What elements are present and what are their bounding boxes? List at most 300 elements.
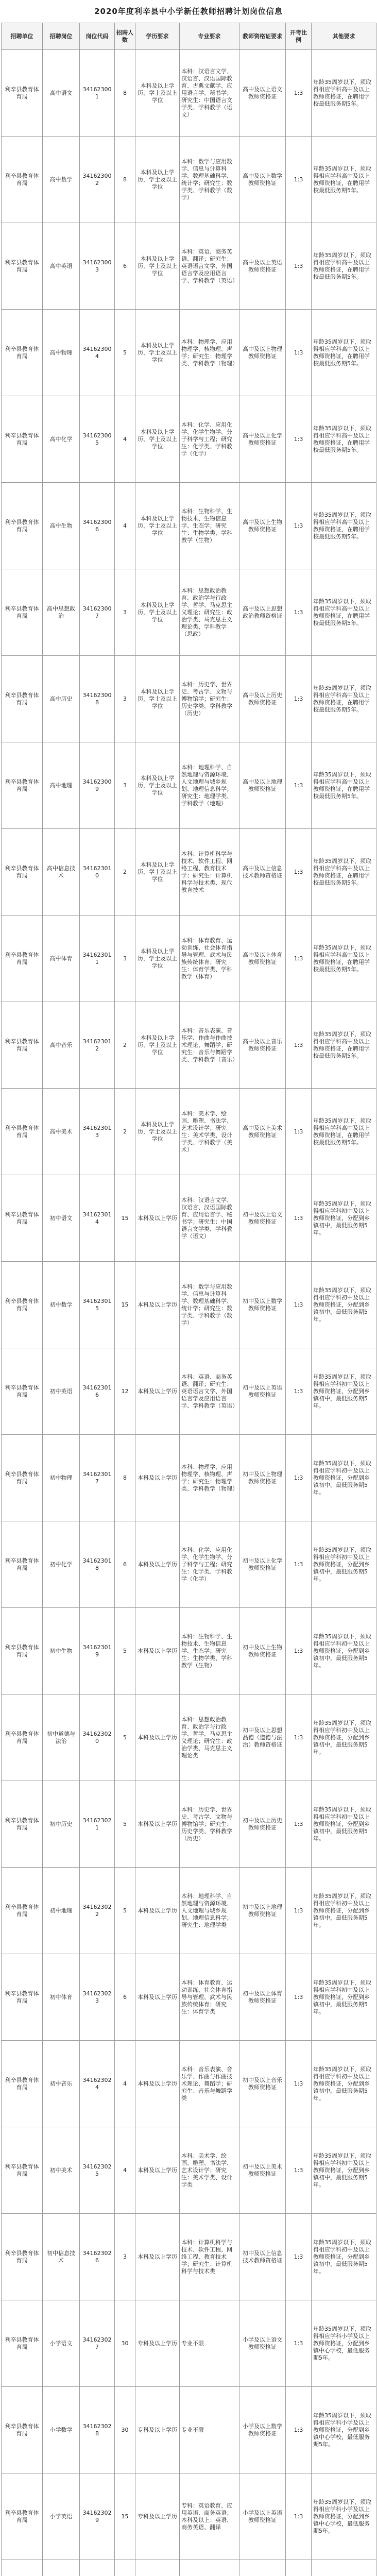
table-row bbox=[2, 1262, 376, 1348]
cell-major: 本科：思想政治教育、政治学与行政学、哲学、马克思主义理论；研究生：政治学类、马克思主义理论类、学科教学（思政） bbox=[180, 569, 239, 656]
cell-code: 341623007 bbox=[80, 569, 115, 656]
cell-ratio: 1:3 bbox=[286, 483, 312, 569]
cell-code: 341623002 bbox=[80, 137, 115, 223]
cell-ratio: 1:3 bbox=[286, 1002, 312, 1089]
cell-post: 初中数学 bbox=[43, 1262, 80, 1348]
cell-code: 341623025 bbox=[80, 2127, 115, 2214]
cell-code: 341623029 bbox=[80, 2473, 115, 2560]
page-title: 2020年度利辛县中小学新任教师招聘计划岗位信息 bbox=[94, 7, 283, 16]
cell-education: 本科及以上学历，学士及以上学位 bbox=[135, 1089, 180, 1175]
cell-count: 3 bbox=[115, 569, 135, 656]
cell-major: 专业不限 bbox=[180, 2387, 239, 2473]
cell-unit: 利辛县教育体育局 bbox=[2, 1002, 43, 1089]
cell-cert: 高中及以上历史教师资格证 bbox=[239, 656, 286, 742]
cell-education: 本科及以上学历，学士及以上学位 bbox=[135, 1002, 180, 1089]
cell-other: 年龄35周岁以下，须取得相应学科初中及以上教师资格证，分配到乡镇初中，最低服务期5年。 bbox=[312, 1262, 376, 1348]
cell-cert: 初中及以上语文教师资格证 bbox=[239, 1175, 286, 1262]
cell-cert: 高中及以上生物教师资格证 bbox=[239, 483, 286, 569]
cell-cert: 高中及以上体育教师资格证 bbox=[239, 916, 286, 1002]
cell-other: 年龄35周岁以下，须取得相应学科初中及以上教师资格证，分配到乡镇初中，最低服务期5年。 bbox=[312, 2127, 376, 2214]
cell-other: 年龄35周岁以下，须取得相应学科初中及以上教师资格证，分配到乡镇初中，最低服务期5年。 bbox=[312, 1175, 376, 1262]
cell-cert: 小学及以上语文教师资格证 bbox=[239, 2300, 286, 2387]
cell-major: 本科：地理科学、自然地理与资源环境、人文地理与城乡规划、地理信息科学；研究生：地理学类、学科教学（地理） bbox=[180, 742, 239, 829]
cell-post: 高中语文 bbox=[43, 50, 80, 137]
cell-unit: 利辛县教育体育局 bbox=[2, 1608, 43, 1694]
cell-other: 年龄35周岁以下，须取得相应学科高中及以上教师资格证，在聘用学校最低服务期5年。 bbox=[312, 310, 376, 396]
cell-post: 高中音乐 bbox=[43, 1002, 80, 1089]
cell-ratio: 1:3 bbox=[286, 223, 312, 310]
cell-other: 年龄35周岁以下，须取得相应学科高中及以上教师资格证，在聘用学校最低服务期5年。 bbox=[312, 137, 376, 223]
cell-cert: 初中及以上生物教师资格证 bbox=[239, 1608, 286, 1694]
cell-major: 本科：数学与应用数学、信息与计算科学、数理基础科学、统计学；研究生：数学类、学科教学（数学） bbox=[180, 1262, 239, 1348]
cell-post: 高中历史 bbox=[43, 656, 80, 742]
cell-code: 341623011 bbox=[80, 916, 115, 1002]
cell-code: 341623012 bbox=[80, 1002, 115, 1089]
table-row bbox=[2, 1089, 376, 1175]
cell-education: 本科及以上学历 bbox=[135, 2127, 180, 2214]
table-row bbox=[2, 1781, 376, 1868]
cell-count: 3 bbox=[115, 2214, 135, 2300]
cell-major: 专科：英语教育、应用英语、商务英语；本科及以上：英语、商务英语、翻译 bbox=[180, 2473, 239, 2560]
cell-major: 本科：英语、商务英语、翻译；研究生：英语语言文学、外国语言学及应用语言学、学科教学（英语） bbox=[180, 223, 239, 310]
cell-other: 年龄35周岁以下，须取得相应学科初中及以上教师资格证，分配到乡镇初中，最低服务期5年。 bbox=[312, 1608, 376, 1694]
cell-major: 本科：生物科学、生物技术、生物信息学、生态学；研究生：生物学类、学科教学（生物） bbox=[180, 1608, 239, 1694]
cell-count: 4 bbox=[115, 2041, 135, 2127]
table-row bbox=[2, 396, 376, 483]
cell-cert: 小学及以上数学教师资格证 bbox=[239, 2387, 286, 2473]
cell-unit bbox=[2, 2560, 43, 2576]
cell-major: 本科：地理科学、自然地理与资源环境、人文地理与城乡规划、地理信息科学；研究生：地理学类 bbox=[180, 1868, 239, 1954]
table-row bbox=[2, 137, 376, 223]
cell-unit: 利辛县教育体育局 bbox=[2, 1868, 43, 1954]
cell-major: 本科：音乐表演、音乐学、作曲与作曲技术理论、舞蹈学；研究生：音乐与舞蹈学类 bbox=[180, 2041, 239, 2127]
cell-ratio: 1:3 bbox=[286, 1521, 312, 1608]
cell-post: 高中化学 bbox=[43, 396, 80, 483]
cell-major: 本科：物理学、应用物理学、核物理、声学；研究生：物理学类、学科教学（物理） bbox=[180, 310, 239, 396]
cell-count: 6 bbox=[115, 1954, 135, 2041]
cell-cert: 初中及以上体育教师资格证 bbox=[239, 1954, 286, 2041]
cell-cert: 初中及以上英语教师资格证 bbox=[239, 1348, 286, 1435]
cell-code: 341623017 bbox=[80, 1435, 115, 1521]
cell-ratio: 1:3 bbox=[286, 310, 312, 396]
cell-post: 初中化学 bbox=[43, 1521, 80, 1608]
cell-post: 高中数学 bbox=[43, 137, 80, 223]
cell-education: 本科及以上学历，学士及以上学位 bbox=[135, 829, 180, 916]
header-ratio: 开考比例 bbox=[286, 23, 312, 50]
cell-other: 年龄35周岁以下，须取得相应学科小学及以上教师资格证，分配到乡镇中心学校，最低服务期5年。 bbox=[312, 2473, 376, 2560]
cell-unit: 利辛县教育体育局 bbox=[2, 829, 43, 916]
cell-code: 341623009 bbox=[80, 742, 115, 829]
cell-major: 本科：美术学、绘画、雕塑、书法学、艺术设计学；研究生：美术学类、设计学类、学科教学（美术） bbox=[180, 1089, 239, 1175]
recruitment-table bbox=[1, 23, 376, 2576]
cell-other: 年龄35周岁以下，须取得相应学科初中及以上教师资格证，分配到乡镇初中，最低服务期5年。 bbox=[312, 1435, 376, 1521]
cell-education: 本科及以上学历，学士及以上学位 bbox=[135, 50, 180, 137]
cell-count: 30 bbox=[115, 2387, 135, 2473]
cell-education: 本科及以上学历 bbox=[135, 1694, 180, 1781]
cell-count: 5 bbox=[115, 1868, 135, 1954]
cell-unit: 利辛县教育体育局 bbox=[2, 656, 43, 742]
cell-post: 高中美术 bbox=[43, 1089, 80, 1175]
cell-code: 341623004 bbox=[80, 310, 115, 396]
cell-code: 341623015 bbox=[80, 1262, 115, 1348]
cell-post: 初中物理 bbox=[43, 1435, 80, 1521]
cell-unit: 利辛县教育体育局 bbox=[2, 1348, 43, 1435]
table-row bbox=[2, 2300, 376, 2387]
cell-other bbox=[312, 2560, 376, 2576]
table-row bbox=[2, 1175, 376, 1262]
header-count: 招聘人数 bbox=[115, 23, 135, 50]
cell-count: 3 bbox=[115, 916, 135, 1002]
cell-code: 341623014 bbox=[80, 1175, 115, 1262]
cell-count: 15 bbox=[115, 1262, 135, 1348]
table-row bbox=[2, 1348, 376, 1435]
cell-cert: 初中及以上化学教师资格证 bbox=[239, 1521, 286, 1608]
cell-code: 341623020 bbox=[80, 1694, 115, 1781]
cell-ratio: 1:3 bbox=[286, 1435, 312, 1521]
cell-cert: 高中及以上英语教师资格证 bbox=[239, 223, 286, 310]
cell-other: 年龄35周岁以下，须取得相应学科高中及以上教师资格证，在聘用学校最低服务期5年。 bbox=[312, 569, 376, 656]
cell-unit: 利辛县教育体育局 bbox=[2, 569, 43, 656]
cell-post: 初中信息技术 bbox=[43, 2214, 80, 2300]
cell-ratio: 1:3 bbox=[286, 2387, 312, 2473]
cell-count: 2 bbox=[115, 1002, 135, 1089]
cell-education: 本科及以上学历 bbox=[135, 1608, 180, 1694]
cell-unit: 利辛县教育体育局 bbox=[2, 396, 43, 483]
table-row bbox=[2, 916, 376, 1002]
cell-code: 341623016 bbox=[80, 1348, 115, 1435]
cell-code: 341623027 bbox=[80, 2300, 115, 2387]
cell-count: 4 bbox=[115, 396, 135, 483]
cell-post: 初中体育 bbox=[43, 1954, 80, 2041]
cell-unit: 利辛县教育体育局 bbox=[2, 223, 43, 310]
cell-unit: 利辛县教育体育局 bbox=[2, 2041, 43, 2127]
cell-education: 专科及以上学历 bbox=[135, 2473, 180, 2560]
cell-education: 本科及以上学历，学士及以上学位 bbox=[135, 569, 180, 656]
cell-education: 本科及以上学历，学士及以上学位 bbox=[135, 310, 180, 396]
table-row bbox=[2, 1608, 376, 1694]
cell-unit: 利辛县教育体育局 bbox=[2, 2300, 43, 2387]
cell-cert: 初中及以上地理教师资格证 bbox=[239, 1868, 286, 1954]
cell-cert: 小学及以上英语教师资格证 bbox=[239, 2473, 286, 2560]
cell-code: 341623023 bbox=[80, 1954, 115, 2041]
cell-count: 4 bbox=[115, 2127, 135, 2214]
cell-post: 高中生物 bbox=[43, 483, 80, 569]
cell-count bbox=[115, 2560, 135, 2576]
cell-education: 本科及以上学历 bbox=[135, 1781, 180, 1868]
cell-cert: 高中及以上物理教师资格证 bbox=[239, 310, 286, 396]
cell-major: 本科：化学、应用化学、化学生物学、分子科学与工程；研究生：化学类、学科教学（化学） bbox=[180, 1521, 239, 1608]
cell-count: 2 bbox=[115, 829, 135, 916]
cell-education: 本科及以上学历 bbox=[135, 1435, 180, 1521]
cell-ratio: 1:3 bbox=[286, 1175, 312, 1262]
cell-count: 5 bbox=[115, 1781, 135, 1868]
cell-count: 5 bbox=[115, 1694, 135, 1781]
table-row bbox=[2, 829, 376, 916]
cell-education: 本科及以上学历 bbox=[135, 1262, 180, 1348]
table-row bbox=[2, 1868, 376, 1954]
cell-post: 高中英语 bbox=[43, 223, 80, 310]
cell-cert: 初中及以上音乐教师资格证 bbox=[239, 2041, 286, 2127]
cell-education: 本科及以上学历，学士及以上学位 bbox=[135, 396, 180, 483]
cell-code: 341623003 bbox=[80, 223, 115, 310]
cell-ratio: 1:3 bbox=[286, 1262, 312, 1348]
cell-cert: 初中及以上数学教师资格证 bbox=[239, 1262, 286, 1348]
cell-code: 341623021 bbox=[80, 1781, 115, 1868]
cell-major: 专业不限 bbox=[180, 2300, 239, 2387]
cell-post: 小学语文 bbox=[43, 2300, 80, 2387]
cell-ratio: 1:3 bbox=[286, 1781, 312, 1868]
cell-code: 341623010 bbox=[80, 829, 115, 916]
cell-major: 本科：历史学、世界史、考古学、文物与博物馆学；研究生：历史学类、学科教学（历史） bbox=[180, 1781, 239, 1868]
cell-count: 8 bbox=[115, 1435, 135, 1521]
cell-count: 6 bbox=[115, 223, 135, 310]
cell-other: 年龄35周岁以下，须取得相应学科高中及以上教师资格证，在聘用学校最低服务期5年。 bbox=[312, 483, 376, 569]
cell-post: 初中美术 bbox=[43, 2127, 80, 2214]
cell-other: 年龄35周岁以下，须取得相应学科初中及以上教师资格证，分配到乡镇初中，最低服务期5年。 bbox=[312, 1781, 376, 1868]
cell-other: 年龄35周岁以下，须取得相应学科高中及以上教师资格证，在聘用学校最低服务期5年。 bbox=[312, 916, 376, 1002]
table-row bbox=[2, 1521, 376, 1608]
table-header-row bbox=[2, 23, 376, 50]
cell-code: 341623026 bbox=[80, 2214, 115, 2300]
cell-ratio: 1:3 bbox=[286, 916, 312, 1002]
cell-code: 341623018 bbox=[80, 1521, 115, 1608]
cell-major: 本科：汉语言文学、汉语言、汉语国际教育、应用语言学、秘书学；研究生：中国语言文学类、学科教学（语文） bbox=[180, 1175, 239, 1262]
cell-education: 专科及以上学历 bbox=[135, 2300, 180, 2387]
cell-unit: 利辛县教育体育局 bbox=[2, 2473, 43, 2560]
table-row bbox=[2, 310, 376, 396]
cell-other: 年龄35周岁以下，须取得相应学科小学及以上教师资格证，分配到乡镇中心学校，最低服务期5年。 bbox=[312, 2300, 376, 2387]
cell-ratio: 1:3 bbox=[286, 396, 312, 483]
table-row bbox=[2, 2560, 376, 2576]
cell-major: 本科：数学与应用数学、信息与计算科学、数理基础科学、统计学；研究生：数学类、学科教学（数学） bbox=[180, 137, 239, 223]
cell-other: 年龄35周岁以下，须取得相应学科初中及以上教师资格证，分配到乡镇初中，最低服务期5年。 bbox=[312, 2041, 376, 2127]
cell-count: 3 bbox=[115, 656, 135, 742]
cell-cert: 高中及以上化学教师资格证 bbox=[239, 396, 286, 483]
cell-unit: 利辛县教育体育局 bbox=[2, 916, 43, 1002]
cell-unit: 利辛县教育体育局 bbox=[2, 2127, 43, 2214]
cell-count: 5 bbox=[115, 1608, 135, 1694]
cell-unit: 利辛县教育体育局 bbox=[2, 1694, 43, 1781]
cell-count: 12 bbox=[115, 1348, 135, 1435]
cell-cert: 初中及以上信息技术教师资格证 bbox=[239, 2214, 286, 2300]
cell-code: 341623001 bbox=[80, 50, 115, 137]
cell-post: 初中历史 bbox=[43, 1781, 80, 1868]
cell-code: 341623008 bbox=[80, 656, 115, 742]
cell-education: 本科及以上学历 bbox=[135, 1954, 180, 2041]
cell-code: 341623013 bbox=[80, 1089, 115, 1175]
table-row bbox=[2, 2473, 376, 2560]
cell-cert: 初中及以上美术教师资格证 bbox=[239, 2127, 286, 2214]
cell-post: 小学数学 bbox=[43, 2387, 80, 2473]
cell-count: 3 bbox=[115, 742, 135, 829]
cell-education: 本科及以上学历 bbox=[135, 1868, 180, 1954]
cell-code: 341623005 bbox=[80, 396, 115, 483]
table-row bbox=[2, 483, 376, 569]
cell-ratio: 1:3 bbox=[286, 2473, 312, 2560]
cell-unit: 利辛县教育体育局 bbox=[2, 483, 43, 569]
cell-other: 年龄35周岁以下，须取得相应学科初中及以上教师资格证，分配到乡镇初中，最低服务期5年。 bbox=[312, 1694, 376, 1781]
table-row bbox=[2, 1435, 376, 1521]
table-row bbox=[2, 2387, 376, 2473]
header-other: 其他要求 bbox=[312, 23, 376, 50]
cell-post: 初中地理 bbox=[43, 1868, 80, 1954]
cell-code: 341623024 bbox=[80, 2041, 115, 2127]
cell-post: 初中语文 bbox=[43, 1175, 80, 1262]
table-row bbox=[2, 2041, 376, 2127]
cell-unit: 利辛县教育体育局 bbox=[2, 1262, 43, 1348]
cell-education: 本科及以上学历，学士及以上学位 bbox=[135, 223, 180, 310]
cell-major: 本科：计算机科学与技术、软件工程、网络工程、教育技术学；研究生：计算机科学与技术类 bbox=[180, 2214, 239, 2300]
cell-ratio: 1:3 bbox=[286, 1954, 312, 2041]
cell-ratio: 1:3 bbox=[286, 2214, 312, 2300]
cell-ratio: 1:3 bbox=[286, 742, 312, 829]
cell-other: 年龄35周岁以下，须取得相应学科高中及以上教师资格证，在聘用学校最低服务期5年。 bbox=[312, 829, 376, 916]
cell-other: 年龄35周岁以下，须取得相应学科高中及以上教师资格证，在聘用学校最低服务期5年。 bbox=[312, 223, 376, 310]
cell-unit: 利辛县教育体育局 bbox=[2, 50, 43, 137]
cell-major: 本科：化学、应用化学、化学生物学、分子科学与工程；研究生：化学类、学科教学（化学） bbox=[180, 396, 239, 483]
cell-unit: 利辛县教育体育局 bbox=[2, 1435, 43, 1521]
cell-major: 本科：汉语言文学、汉语言、汉语国际教育、古典文献学、应用语言学、秘书学；研究生：中国语言文学类、学科教学（语文） bbox=[180, 50, 239, 137]
cell-unit: 利辛县教育体育局 bbox=[2, 310, 43, 396]
cell-unit: 利辛县教育体育局 bbox=[2, 1175, 43, 1262]
cell-education: 本科及以上学历，学士及以上学位 bbox=[135, 483, 180, 569]
cell-cert: 初中及以上物理教师资格证 bbox=[239, 1435, 286, 1521]
cell-post: 高中地理 bbox=[43, 742, 80, 829]
cell-education: 本科及以上学历，学士及以上学位 bbox=[135, 742, 180, 829]
cell-other: 年龄35周岁以下，须取得相应学科初中及以上教师资格证，分配到乡镇初中，最低服务期5年。 bbox=[312, 1348, 376, 1435]
cell-count: 8 bbox=[115, 137, 135, 223]
table-row bbox=[2, 742, 376, 829]
table-row bbox=[2, 2214, 376, 2300]
cell-ratio: 1:3 bbox=[286, 50, 312, 137]
cell-ratio: 1:3 bbox=[286, 2041, 312, 2127]
cell-cert: 高中及以上语文教师资格证 bbox=[239, 50, 286, 137]
cell-ratio: 1:3 bbox=[286, 1868, 312, 1954]
cell-ratio: 1:3 bbox=[286, 2300, 312, 2387]
cell-cert: 初中及以上思想品德（道德与法治）教师资格证 bbox=[239, 1694, 286, 1781]
header-post: 招聘岗位 bbox=[43, 23, 80, 50]
cell-post bbox=[43, 2560, 80, 2576]
header-education: 学历要求 bbox=[135, 23, 180, 50]
cell-cert: 高中及以上音乐教师资格证 bbox=[239, 1002, 286, 1089]
cell-education: 本科及以上学历 bbox=[135, 1521, 180, 1608]
cell-major: 本科：计算机科学与技术、软件工程、网络工程、教育技术学；研究生：计算机科学与技术类、现代教育技术 bbox=[180, 829, 239, 916]
cell-post: 初中道德与法治 bbox=[43, 1694, 80, 1781]
cell-ratio: 1:3 bbox=[286, 1089, 312, 1175]
table-row bbox=[2, 1002, 376, 1089]
cell-major: 本科：生物科学、生物技术、生物信息学、生态学；研究生：生物学类、学科教学（生物） bbox=[180, 483, 239, 569]
header-unit: 招聘单位 bbox=[2, 23, 43, 50]
cell-cert: 高中及以上思想政治教师资格证 bbox=[239, 569, 286, 656]
cell-cert: 高中及以上美术教师资格证 bbox=[239, 1089, 286, 1175]
cell-post: 初中英语 bbox=[43, 1348, 80, 1435]
cell-other: 年龄35周岁以下，须取得相应学科高中及以上教师资格证，在聘用学校最低服务期5年。 bbox=[312, 396, 376, 483]
cell-count: 15 bbox=[115, 1175, 135, 1262]
cell-ratio: 1:3 bbox=[286, 829, 312, 916]
cell-cert: 高中及以上数学教师资格证 bbox=[239, 137, 286, 223]
cell-education: 本科及以上学历 bbox=[135, 2041, 180, 2127]
cell-major: 本科：美术学、绘画、雕塑、书法学、艺术设计学；研究生：美术学类、设计学类 bbox=[180, 2127, 239, 2214]
cell-major: 本科：英语、商务英语、翻译；研究生：英语语言文学、外国语言学及应用语言学、学科教学（英语） bbox=[180, 1348, 239, 1435]
cell-unit: 利辛县教育体育局 bbox=[2, 1954, 43, 2041]
cell-count: 5 bbox=[115, 310, 135, 396]
cell-count: 30 bbox=[115, 2300, 135, 2387]
cell-education: 本科及以上学历，学士及以上学位 bbox=[135, 137, 180, 223]
cell-major: 本科：物理学、应用物理学、核物理、声学；研究生：物理学类、学科教学（物理） bbox=[180, 1435, 239, 1521]
cell-count: 15 bbox=[115, 2473, 135, 2560]
cell-education: 本科及以上学历，学士及以上学位 bbox=[135, 656, 180, 742]
cell-post: 高中体育 bbox=[43, 916, 80, 1002]
table-row bbox=[2, 223, 376, 310]
table-row bbox=[2, 2127, 376, 2214]
cell-count: 8 bbox=[115, 50, 135, 137]
cell-unit: 利辛县教育体育局 bbox=[2, 137, 43, 223]
cell-education: 本科及以上学历 bbox=[135, 1348, 180, 1435]
cell-other: 年龄35周岁以下，须取得相应学科初中及以上教师资格证，分配到乡镇初中，最低服务期5年。 bbox=[312, 1954, 376, 2041]
cell-other: 年龄35周岁以下，须取得相应学科高中及以上教师资格证，在聘用学校最低服务期5年。 bbox=[312, 1089, 376, 1175]
cell-other: 年龄35周岁以下，须取得相应学科初中及以上教师资格证，分配到乡镇初中，最低服务期5年。 bbox=[312, 1521, 376, 1608]
cell-other: 年龄35周岁以下，须取得相应学科高中及以上教师资格证，在聘用学校最低服务期5年。 bbox=[312, 742, 376, 829]
cell-major: 本科：历史学、世界史、考古学、文物与博物馆学；研究生：历史学类、学科教学（历史） bbox=[180, 656, 239, 742]
cell-ratio: 1:3 bbox=[286, 1348, 312, 1435]
cell-education: 本科及以上学历，学士及以上学位 bbox=[135, 916, 180, 1002]
cell-education bbox=[135, 2560, 180, 2576]
cell-education: 本科及以上学历 bbox=[135, 2214, 180, 2300]
table-body bbox=[2, 50, 376, 2576]
cell-other: 年龄35周岁以下，须取得相应学科小学及以上教师资格证，分配到乡镇中心学校，最低服务期5年。 bbox=[312, 2387, 376, 2473]
cell-code bbox=[80, 2560, 115, 2576]
cell-unit: 利辛县教育体育局 bbox=[2, 1781, 43, 1868]
table-row bbox=[2, 569, 376, 656]
cell-unit: 利辛县教育体育局 bbox=[2, 1521, 43, 1608]
cell-ratio: 1:3 bbox=[286, 2127, 312, 2214]
cell-unit: 利辛县教育体育局 bbox=[2, 1089, 43, 1175]
cell-code: 341623019 bbox=[80, 1608, 115, 1694]
cell-post: 高中物理 bbox=[43, 310, 80, 396]
cell-other: 年龄35周岁以下，须取得相应学科高中及以上教师资格证，在聘用学校最低服务期5年。 bbox=[312, 656, 376, 742]
cell-other: 年龄35周岁以下，须取得相应学科高中及以上教师资格证，在聘用学校最低服务期5年。 bbox=[312, 50, 376, 137]
cell-ratio bbox=[286, 2560, 312, 2576]
cell-count: 2 bbox=[115, 1089, 135, 1175]
table-row bbox=[2, 656, 376, 742]
table-row bbox=[2, 1694, 376, 1781]
cell-cert: 初中及以上历史教师资格证 bbox=[239, 1781, 286, 1868]
cell-count: 6 bbox=[115, 1521, 135, 1608]
cell-count: 4 bbox=[115, 483, 135, 569]
cell-code: 341623022 bbox=[80, 1868, 115, 1954]
cell-ratio: 1:3 bbox=[286, 569, 312, 656]
header-major: 专业要求 bbox=[180, 23, 239, 50]
cell-post: 初中生物 bbox=[43, 1608, 80, 1694]
cell-code: 341623006 bbox=[80, 483, 115, 569]
cell-ratio: 1:3 bbox=[286, 656, 312, 742]
cell-major: 本科：思想政治教育、政治学与行政学、哲学、马克思主义理论；研究生：政治学类、马克思主义理论类 bbox=[180, 1694, 239, 1781]
cell-code: 341623028 bbox=[80, 2387, 115, 2473]
cell-ratio: 1:3 bbox=[286, 1608, 312, 1694]
cell-post: 小学英语 bbox=[43, 2473, 80, 2560]
cell-education: 专科及以上学历 bbox=[135, 2387, 180, 2473]
cell-post: 高中信息技术 bbox=[43, 829, 80, 916]
cell-ratio: 1:3 bbox=[286, 1694, 312, 1781]
table-row bbox=[2, 50, 376, 137]
cell-other: 年龄35周岁以下，须取得相应学科初中及以上教师资格证，分配到乡镇初中，最低服务期5年。 bbox=[312, 2214, 376, 2300]
cell-post: 初中音乐 bbox=[43, 2041, 80, 2127]
cell-other: 年龄35周岁以下，须取得相应学科高中及以上教师资格证，在聘用学校最低服务期5年。 bbox=[312, 1002, 376, 1089]
cell-cert: 高中及以上信息技术教师资格证 bbox=[239, 829, 286, 916]
cell-ratio: 1:3 bbox=[286, 137, 312, 223]
cell-unit: 利辛县教育体育局 bbox=[2, 2387, 43, 2473]
cell-major bbox=[180, 2560, 239, 2576]
